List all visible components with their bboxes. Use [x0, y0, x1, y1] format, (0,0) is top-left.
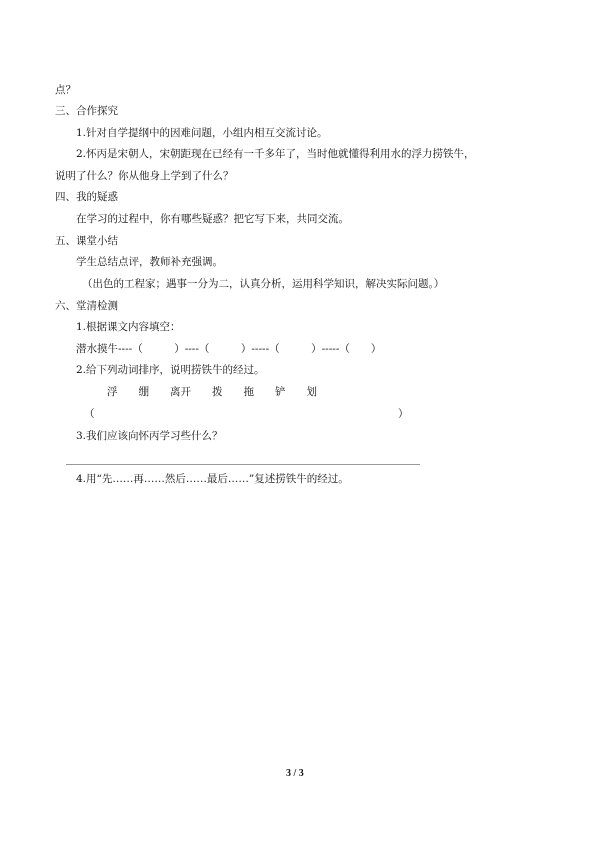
text-line: 在学习的过程中，你有哪些疑惑？把它写下来，共同交流。 [76, 213, 349, 225]
page-number: 3 / 3 [286, 768, 304, 779]
section-heading: 五、课堂小结 [55, 235, 118, 247]
fill-blank-line: 潜水摸牛----（ ）----（ ）-----（ ）-----（ ） [76, 343, 382, 355]
section-heading: 四、我的疑惑 [55, 191, 118, 203]
text-line: 学生总结点评，教师补充强调。 [76, 256, 223, 268]
text-line: 点？ [55, 84, 76, 96]
text-line: 说明了什么？你从他身上学到了什么？ [55, 170, 234, 182]
text-line: 2.给下列动词排序，说明捞铁牛的经过。 [76, 364, 265, 376]
text-line: 2.怀丙是宋朝人，宋朝距现在已经有一千多年了，当时他就懂得利用水的浮力捞铁牛， [76, 148, 475, 160]
text-line: 1.根据课文内容填空： [76, 321, 181, 333]
section-heading: 六、堂清检测 [55, 300, 118, 312]
answer-paren-open: （ [84, 408, 95, 420]
text-line: 3.我们应该向怀丙学习些什么？ [76, 430, 223, 442]
answer-underline [66, 464, 420, 465]
answer-paren-close: ） [398, 408, 409, 420]
text-line: 4.用“先……再……然后……最后……”复述捞铁牛的经过。 [76, 473, 349, 485]
text-line: （出色的工程家；遇事一分为二，认真分析，运用科学知识，解决实际问题。） [82, 278, 445, 290]
text-line: 1.针对自学提纲中的因难问题，小组内相互交流讨论。 [76, 127, 328, 139]
section-heading: 三、合作探究 [55, 105, 118, 117]
verb-list: 浮 绷 离开 拨 拖 铲 划 [107, 386, 317, 398]
